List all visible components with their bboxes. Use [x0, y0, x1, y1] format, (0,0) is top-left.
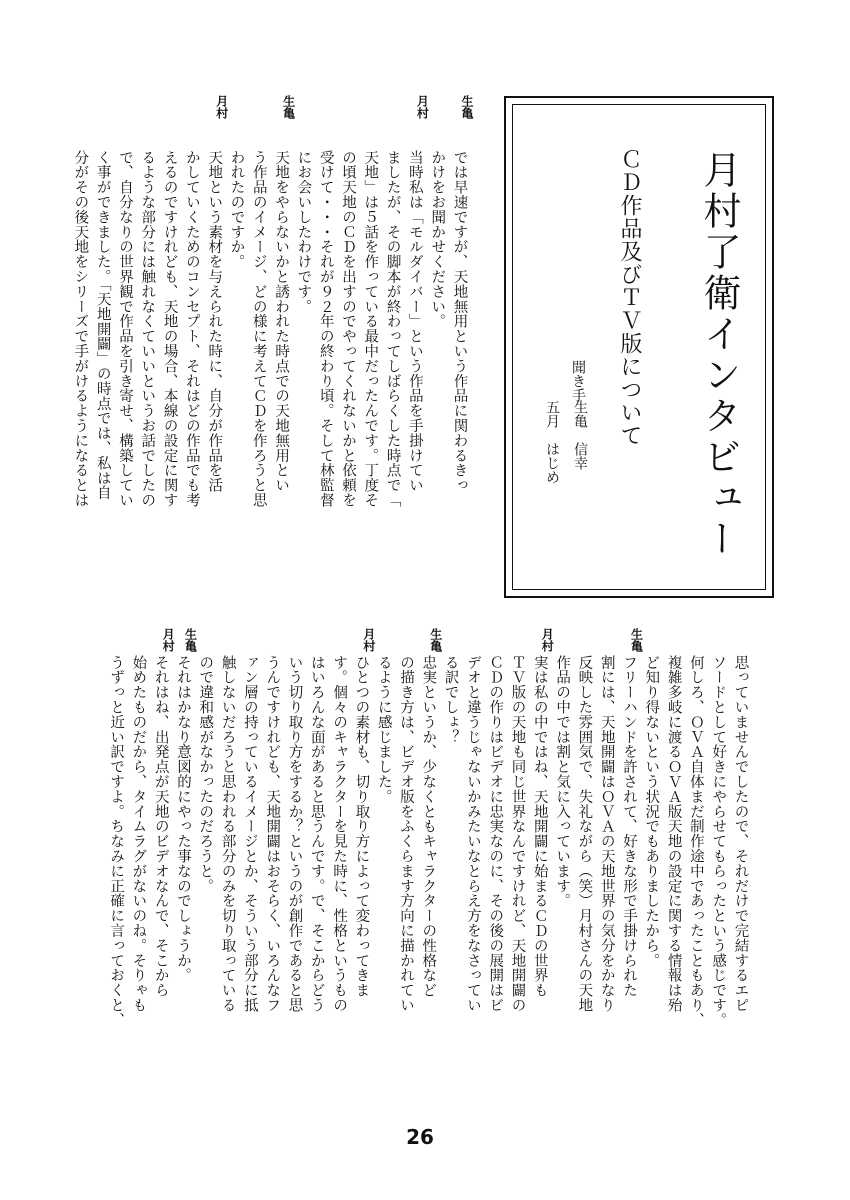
text-column: ので違和感がなかったのだろうと。 [197, 655, 214, 894]
text-column: はいろんな面があると思うんです。で、そこからどう [308, 655, 325, 1013]
text-column: 割には、天地開闢はＯＶＡの天地世界の気分をかなり [598, 655, 615, 1013]
text-column: で、自分なりの世界観で作品を引き寄せ、構築してい [117, 150, 133, 508]
text-column: の頃天地のＣＤを出すのでやってくれないかと依頼を [340, 150, 356, 508]
text-column: 実は私の中ではね、天地開闢に始まるＣＤの世界も [531, 655, 548, 998]
text-column: では早速ですが、天地無用という作品に関わるきっ [451, 150, 468, 493]
text-column: 当時私は「モルダイバー」という作品を手掛けてい [406, 150, 423, 493]
text-column: それはね、出発点が天地のビデオなんで、そこから [152, 655, 169, 998]
speaker-label: 月村 [540, 628, 555, 652]
speaker-label: 生亀 [428, 628, 443, 652]
text-column: く事ができました。「天地開闢」の時点では、私は自 [94, 150, 111, 501]
text-column: 受けて・・・それが９２年の終わり頃。そして林監督 [317, 150, 334, 508]
speaker-label: 月村 [214, 95, 229, 119]
interviewer-name: 生亀 信幸 [572, 400, 588, 470]
text-column: うずっと近い訳ですよ。ちなみに正確に言っておくと、 [108, 655, 125, 1028]
text-column: 天地という素材を与えられた時に、自分が作品を活 [206, 150, 223, 493]
text-column: 天地をやらないかと誘われた時点での天地無用とい [273, 150, 290, 493]
speaker-label: 月村 [161, 628, 176, 652]
text-column: ましたが、その脚本が終わってしばらくした時点で「 [384, 150, 401, 508]
speaker-label: 月村 [361, 628, 376, 652]
text-column: 反映した雰囲気で、失礼ながら（笑）月村さんの天地 [576, 655, 593, 1013]
speaker-label: 生亀 [460, 95, 474, 119]
text-column: 始めたものだから、タイムラグがないのね。そりゃも [130, 655, 147, 1013]
text-column: る訳でしょ？ [442, 655, 459, 745]
text-column: ＣＤの作りはビデオに忠実なのに、その後の展開はビ [487, 655, 504, 1013]
text-column: 忠実というか、少なくともキャラクターの性格など [420, 655, 437, 998]
text-column: われたのですか。 [228, 150, 245, 270]
text-column: の描き方は、ビデオ版をふくらます方向に描かれてい [398, 655, 414, 1013]
speaker-label: 生亀 [281, 95, 296, 119]
text-column: う作品のイメージ、どの様に考えてＣＤを作ろうと思 [250, 150, 267, 508]
article-title: 月村了衛インタビュー [697, 150, 741, 560]
text-column: 触しないだろうと思われる部分のみを切り取っている [219, 655, 236, 1013]
text-column: 作品の中では割と気に入っています。 [554, 655, 571, 909]
text-column: 何しろ、ＯＶＡ自体まだ制作途中であったこともあり、 [687, 655, 704, 1028]
text-column: ァン層の持っているイメージとか、そういう部分に抵 [241, 655, 258, 1013]
text-column: ど知り得ないという状況でもありましたから。 [643, 655, 660, 968]
text-column: るような部分には触れなくていいというお話でしたの [139, 150, 156, 508]
text-column: フリーハンドを許されて、好きな形で手掛けられた [621, 655, 637, 998]
text-column: それはかなり意図的にやった事なのでしょうか。 [175, 655, 191, 983]
text-column: ＴＶ版の天地も同じ世界なんですけれど、天地開闢の [509, 655, 526, 1013]
text-column: す。個々のキャラクターを見た時に、性格というもの [331, 655, 348, 1013]
interviewer-label: 聞き手 [570, 360, 586, 402]
text-column: いう切り取り方をするか？というのが創作であると思 [286, 655, 303, 1013]
text-column: にお会いしたわけです。 [295, 150, 312, 314]
speaker-label: 生亀 [183, 628, 198, 652]
text-column: るように感じました。 [375, 655, 392, 804]
text-column: かしていくためのコンセプト、それはどの作品でも考 [183, 150, 200, 508]
text-column: えるのですけれども、天地の場合、本線の設定に関す [161, 150, 178, 508]
page-number: 26 [406, 1125, 434, 1149]
interviewer-name: 五月 はじめ [544, 400, 560, 484]
text-column: 思っていませんでしたので、それだけで完結するエピ [732, 655, 749, 1013]
speaker-label: 生亀 [629, 628, 644, 652]
speaker-label: 月村 [415, 95, 430, 119]
text-column: うんですけれども、天地開闢はおそらく、いろんなフ [264, 655, 281, 1013]
text-column: ひとつの素材も、切り取り方によって変わってきま [353, 655, 370, 998]
text-column: 分がその後天地をシリーズで手がけるようになるとは [72, 150, 89, 508]
article-subtitle: ＣＤ作品及びＴＶ版について [617, 148, 642, 447]
text-column: デオと違うじゃないかみたいなとらえ方をなさってい [464, 655, 481, 1013]
text-column: 複雑多岐に渡るＯＶＡ版天地の設定に関する情報は殆 [665, 655, 682, 1013]
text-column: 天地」は５話を作っている最中だったんです。丁度そ [362, 150, 379, 508]
text-column: かけをお聞かせください。 [429, 150, 446, 329]
text-column: ソードとして好きにやらせてもらったという感じです。 [710, 655, 727, 1028]
